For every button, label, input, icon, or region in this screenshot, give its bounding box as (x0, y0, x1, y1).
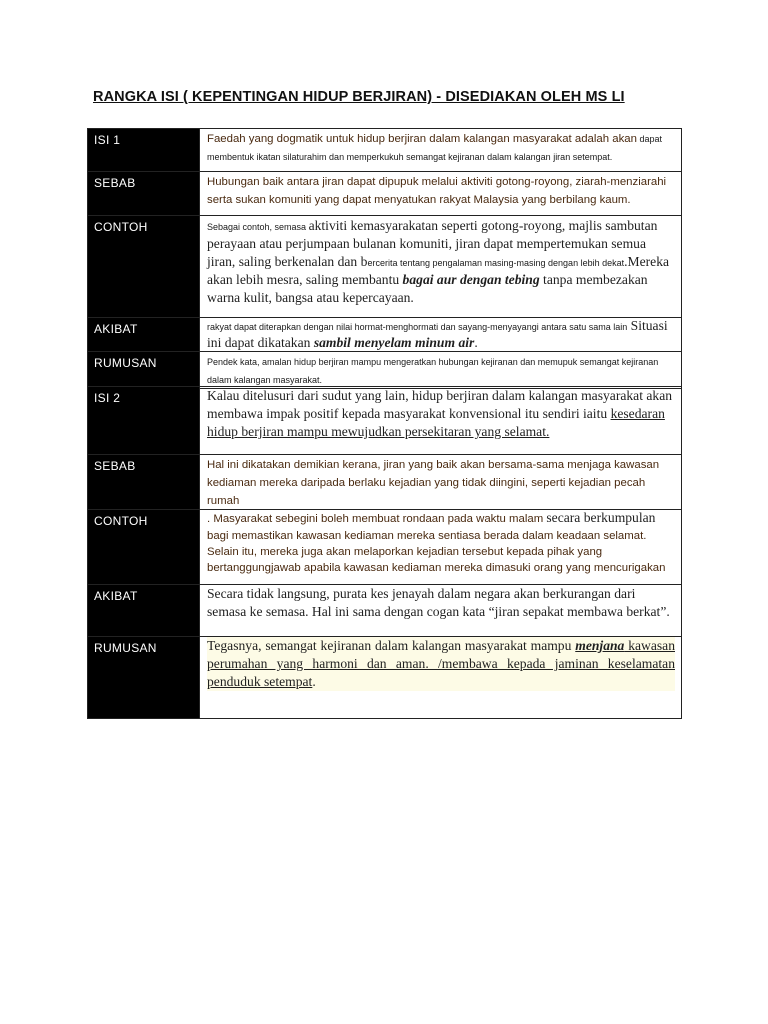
emphasis-text: menjana (575, 638, 625, 653)
akibat-row (88, 318, 682, 352)
sebab-row (88, 455, 682, 510)
content-text-serif: secara berkumpulan (546, 510, 656, 525)
page-title: RANGKA ISI ( KEPENTINGAN HIDUP BERJIRAN) - DISEDIAKAN OLEH MS LI (93, 89, 625, 105)
content-text-serif: aktiviti kemasyarakatan seperti gotong-royong, majlis sambutan perayaan atau perjumpaan bulanan komuniti, jiran dapat mempertemukan semua jiran, saling berkenalan dan b (207, 218, 658, 269)
row-content (200, 216, 682, 318)
content-text-serif: tanpa membezakan warna kulit, bangsa atau kepercayaan. (207, 272, 648, 305)
row-label: RUMUSAN (88, 352, 200, 389)
rumusan-row (88, 637, 682, 719)
row-label: RUMUSAN (88, 637, 200, 719)
row-content (200, 585, 682, 637)
row-content (200, 637, 682, 719)
row-content (200, 352, 682, 389)
isi-1-table (87, 128, 682, 389)
rumusan-row (88, 352, 682, 389)
content-text-small: rakyat dapat diterapkan dengan nilai hormat-menghormati dan sayang-menyayangi antara satu sama lain (207, 322, 628, 332)
akibat-row (88, 585, 682, 637)
peribahasa-text: bagai aur dengan tebing (402, 272, 540, 287)
isi-2-table (87, 386, 682, 719)
row-content (200, 510, 682, 585)
content-text: Hal ini dikatakan demikian kerana, jiran yang baik akan bersama-sama menjaga kawasan kediaman mereka daripada berlaku kejadian yang tidak diingini, seperti kejadian pecah rumah (207, 459, 660, 507)
contoh-row (88, 216, 682, 318)
row-label: CONTOH (88, 510, 200, 585)
content-text-serif: Secara tidak langsung, purata kes jenayah dalam negara akan berkurangan dari semasa ke semasa. Hal ini sama dengan cogan kata “jiran sepakat membawa berkat”. (207, 586, 670, 619)
underlined-text: kawasan perumahan yang harmoni dan aman. /membawa kepada jaminan keselamatan penduduk setempat (207, 638, 675, 689)
row-label: SEBAB (88, 455, 200, 510)
highlighted-paragraph (207, 637, 675, 691)
row-content (200, 318, 682, 352)
content-text-serif: Kalau ditelusuri dari sudut yang lain, hidup berjiran dalam kalangan masyarakat akan membawa impak positif kepada masyarakat konvensional itu sendiri iaitu (207, 388, 673, 421)
row-label: SEBAB (88, 172, 200, 216)
content-text: Hubungan baik antara jiran dapat dipupuk melalui aktiviti gotong-royong, ziarah-menziarahi serta sukan komuniti yang dapat menyatukan rakyat Malaysia yang berbilang kaum. (207, 176, 667, 206)
contoh-row (88, 510, 682, 585)
row-content (200, 172, 682, 216)
row-label: ISI 2 (88, 387, 200, 455)
content-text-small: Pendek kata, amalan hidup berjiran mampu mengeratkan hubungan kejiranan dan memupuk semangat kejiranan dalam kalangan masyarakat. (207, 357, 659, 385)
isi-1-row (88, 129, 682, 172)
isi-2-row (88, 387, 682, 455)
row-label: AKIBAT (88, 318, 200, 352)
content-text: bagi memastikan kawasan kediaman mereka sentiasa berada dalam keadaan selamat. Selain itu, mereka juga akan melaporkan kejadian tersebut kepada pihak yang bertanggungjawab apabila kawasan kediaman mereka dimasuki orang yang mencurigakan (207, 529, 666, 574)
row-label: AKIBAT (88, 585, 200, 637)
content-text-serif: Tegasnya, semangat kejiranan dalam kalangan masyarakat mampu (207, 638, 576, 653)
content-text-serif: Situasi ini dapat dikatakan (207, 318, 668, 350)
content-text: . Masyarakat sebegini boleh membuat rondaan pada waktu malam (207, 513, 547, 525)
row-label: CONTOH (88, 216, 200, 318)
sebab-row (88, 172, 682, 216)
content-text-small: Sebagai contoh, semasa (207, 222, 309, 232)
content-text-serif: . (312, 674, 316, 689)
content-text: Faedah yang dogmatik untuk hidup berjiran dalam kalangan masyarakat adalah akan (207, 133, 637, 145)
content-text-small: dapat membentuk ikatan silaturahim dan memperkukuh semangat kejiranan dalam kalangan jiran setempat. (207, 134, 662, 162)
content-text-serif: . (474, 334, 478, 350)
content-text-small: ercerita tentang pengalaman masing-masing dengan lebih dekat (367, 258, 625, 268)
row-content (200, 455, 682, 510)
underlined-text: kesedaran hidup berjiran mampu mewujudkan persekitaran yang selamat. (207, 406, 665, 439)
content-text-serif: .Mereka akan lebih mesra, saling membantu (207, 254, 670, 287)
peribahasa-text: sambil menyelam minum air (313, 334, 475, 350)
row-content (200, 129, 682, 172)
row-content (200, 387, 682, 455)
row-label: ISI 1 (88, 129, 200, 172)
